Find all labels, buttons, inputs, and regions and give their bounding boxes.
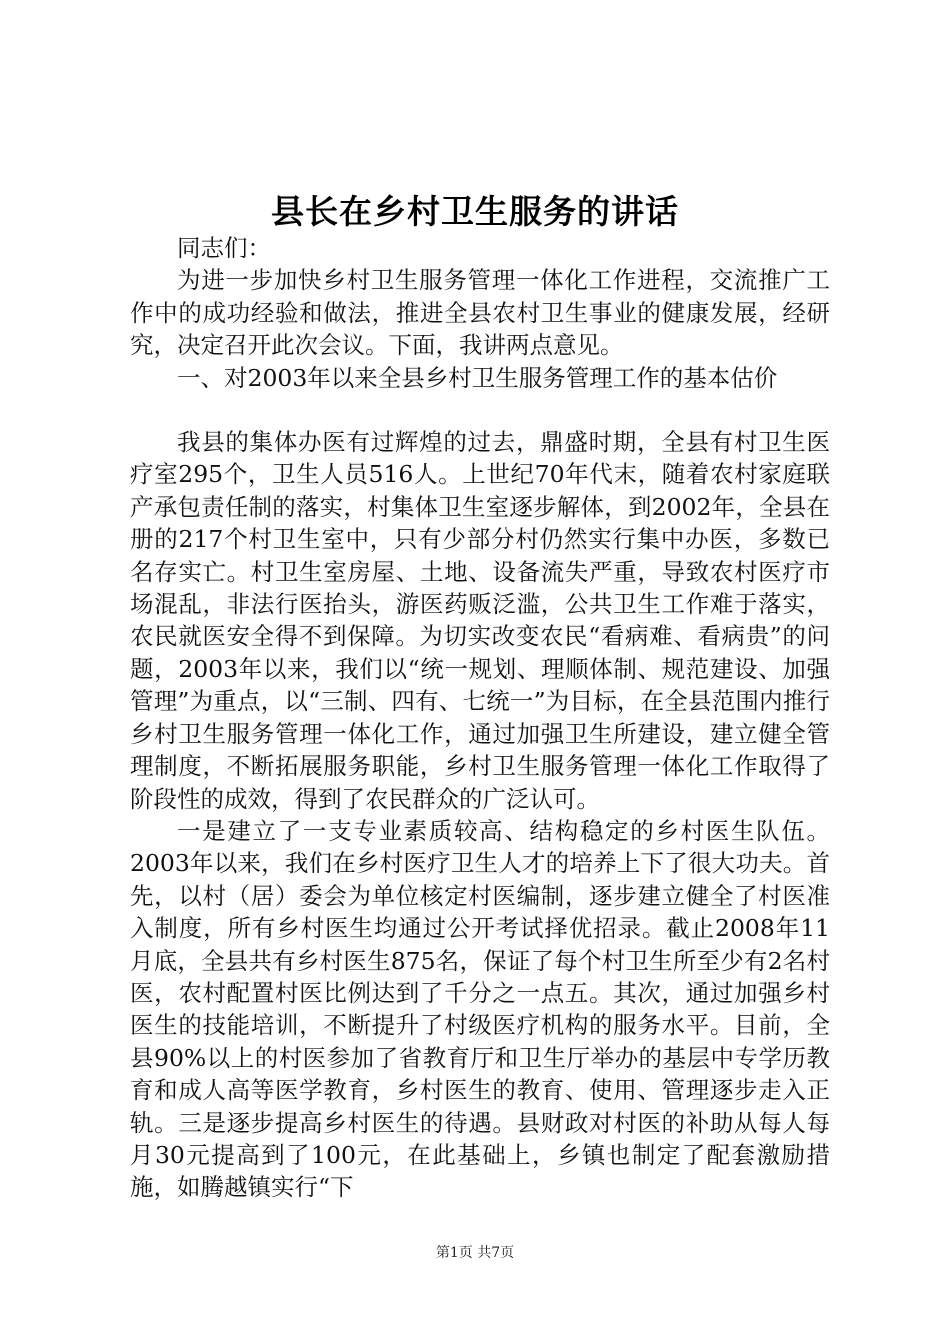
salutation: 同志们： (177, 234, 271, 262)
document-body (130, 232, 830, 1204)
paragraph-doctor-team: 一是建立了一支专业素质较高、结构稳定的乡村医生队伍。2003年以来，我们在乡村医疗卫生人才的培养上下了很大功夫。首先，以村（居）委会为单位核定村医编制，逐步建立健全了村医准入制度，所有乡村医生均通过公开考试择优招录。截止2008年11月底，全县共有乡村医生875名，保证了每个村卫生所至少有2名村医，农村配置村医比例达到了千分之一点五。其次，通过加强乡村医生的技能培训，不断提升了村级医疗机构的服务水平。目前，全县90%以上的村医参加了省教育厅和卫生厅举办的基层中专学历教育和成人高等医学教育，乡村医生的教育、使用、管理逐步走入正轨。三是逐步提高乡村医生的待遇。县财政对村医的补助从每人每月30元提高到了100元，在此基础上，乡镇也制定了配套激励措施，如腾越镇实行“下 (130, 816, 830, 1202)
paragraph-history: 我县的集体办医有过辉煌的过去，鼎盛时期，全县有村卫生医疗室295个，卫生人员516人。上世纪70年代末，随着农村家庭联产承包责任制的落实，村集体卫生室逐步解体，到2002年，全县在册的217个村卫生室中，只有少部分村仍然实行集中办医，多数已名存实亡。村卫生室房屋、土地、设备流失严重，导致农村医疗市场混乱，非法行医抬头，游医药贩泛滥，公共卫生工作难于落实，农民就医安全得不到保障。为切实改变农民“看病难、看病贵”的问题，2003年以来，我们以“统一规划、理顺体制、规范建设、加强管理”为重点，以“三制、四有、七统一”为目标，在全县范围内推行乡村卫生服务管理一体化工作，通过加强卫生所建设，建立健全管理制度，不断拓展服务职能，乡村卫生服务管理一体化工作取得了阶段性的成效，得到了农民群众的广泛认可。 (130, 428, 830, 813)
paragraph-intro: 为进一步加快乡村卫生服务管理一体化工作进程，交流推广工作中的成功经验和做法，推进全县农村卫生事业的健康发展，经研究，决定召开此次会议。下面，我讲两点意见。 (130, 266, 830, 360)
document-title: 县长在乡村卫生服务的讲话 (271, 192, 679, 231)
page-number: 第1页 共7页 (435, 1245, 515, 1261)
section-heading: 一、对2003年以来全县乡村卫生服务管理工作的基本估价 (177, 363, 778, 392)
